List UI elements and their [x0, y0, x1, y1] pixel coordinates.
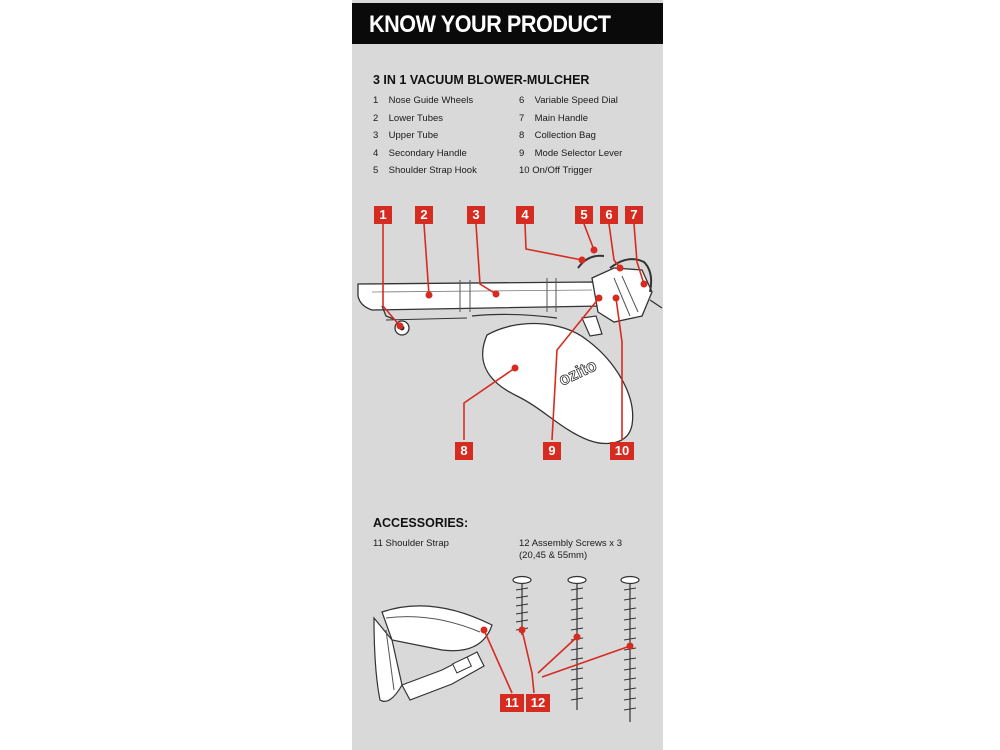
callout-badge-3: 3 — [467, 206, 485, 224]
callout-badge-8: 8 — [455, 442, 473, 460]
callout-badge-6: 6 — [600, 206, 618, 224]
accessory-item-12: 12 Assembly Screws x 3 (20,45 & 55mm) — [519, 538, 622, 561]
callout-badge-11: 11 — [500, 694, 524, 712]
callout-badge-5: 5 — [575, 206, 593, 224]
callout-badge-1: 1 — [374, 206, 392, 224]
accessory-item-11: 11 Shoulder Strap — [373, 538, 449, 549]
part-item-5: 5 Shoulder Strap Hook — [373, 165, 477, 176]
part-item-1: 1 Nose Guide Wheels — [373, 95, 474, 106]
part-item-2: 2 Lower Tubes — [373, 113, 444, 124]
part-item-9: 9 Mode Selector Lever — [519, 148, 623, 159]
blower-tube — [358, 282, 604, 310]
product-illustration — [352, 0, 663, 750]
callout-badge-9: 9 — [543, 442, 561, 460]
part-item-6: 6 Variable Speed Dial — [519, 95, 618, 106]
accessories-title: ACCESSORIES: — [373, 516, 469, 530]
part-item-3: 3 Upper Tube — [373, 130, 439, 141]
callout-badge-2: 2 — [415, 206, 433, 224]
callout-badge-10: 10 — [610, 442, 634, 460]
part-item-7: 7 Main Handle — [519, 113, 588, 124]
callout-badge-12: 12 — [526, 694, 550, 712]
page-title: KNOW YOUR PRODUCT — [369, 11, 611, 38]
product-title: 3 IN 1 VACUUM BLOWER-MULCHER — [373, 73, 590, 87]
part-item-4: 4 Secondary Handle — [373, 148, 467, 159]
callout-badge-7: 7 — [625, 206, 643, 224]
brand-logo: ozito — [555, 355, 600, 390]
part-item-10: 10 On/Off Trigger — [519, 165, 593, 176]
know-your-product-panel — [352, 0, 663, 750]
shoulder-strap-illustration — [374, 606, 492, 701]
collection-bag-shape — [483, 324, 633, 444]
callout-badge-4: 4 — [516, 206, 534, 224]
part-item-8: 8 Collection Bag — [519, 130, 596, 141]
